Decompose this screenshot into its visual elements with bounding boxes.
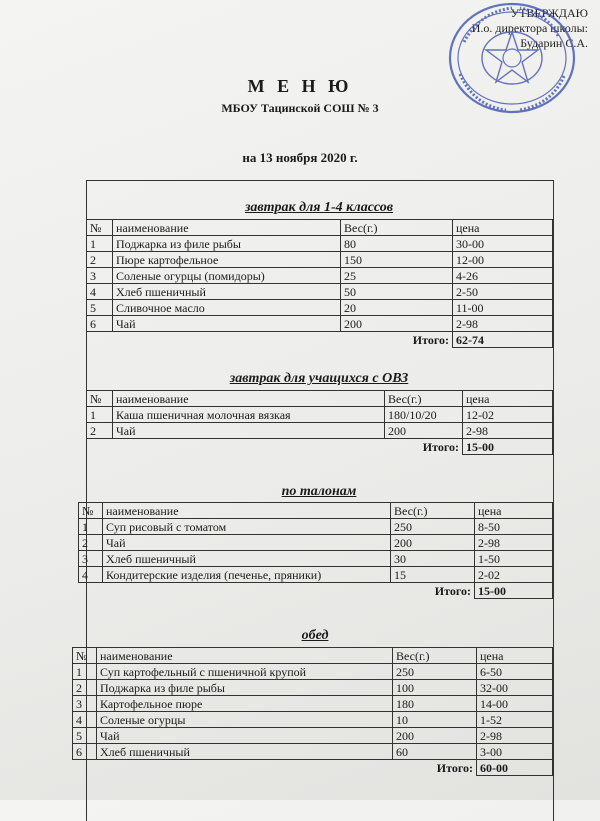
page-title: М Е Н Ю	[247, 76, 353, 96]
approval-signer: Бударин С.А.	[520, 36, 588, 50]
row-price: 1-52	[477, 712, 553, 728]
row-num: 3	[79, 551, 103, 567]
total-label: Итого:	[434, 583, 471, 598]
row-price: 1-50	[475, 551, 553, 567]
row-weight: 30	[391, 551, 475, 567]
table-breakfast-1-4	[86, 219, 553, 348]
total-label: Итого:	[436, 760, 473, 775]
row-name: Хлеб пшеничный	[113, 284, 341, 300]
row-weight: 200	[385, 423, 463, 439]
table-header-row	[87, 391, 553, 407]
row-num: 6	[73, 744, 97, 760]
row-weight: 150	[341, 252, 453, 268]
row-price: 12-00	[453, 252, 553, 268]
row-weight: 200	[391, 535, 475, 551]
row-price: 2-98	[477, 728, 553, 744]
row-weight: 100	[393, 680, 477, 696]
row-num: 1	[79, 519, 103, 535]
row-name: Соленые огурцы	[97, 712, 393, 728]
row-num: 5	[73, 728, 97, 744]
row-weight: 200	[393, 728, 477, 744]
section-title-breakfast-ovz: завтрак для учащихся с ОВЗ	[229, 371, 409, 386]
row-num: 2	[87, 423, 113, 439]
table-row	[79, 551, 553, 567]
row-name: Чай	[113, 423, 385, 439]
row-price: 2-02	[475, 567, 553, 583]
section-title-coupons: по талонам	[281, 484, 357, 499]
row-num: 4	[79, 567, 103, 583]
row-num: 3	[73, 696, 97, 712]
total-row	[73, 760, 553, 776]
table-row	[87, 268, 553, 284]
header-num: №	[87, 391, 113, 407]
total-value: 15-00	[475, 583, 553, 599]
table-row	[87, 423, 553, 439]
header-weight: Вес(г.)	[393, 648, 477, 664]
row-num: 4	[87, 284, 113, 300]
header-name: наименование	[97, 648, 393, 664]
header-name: наименование	[113, 220, 341, 236]
table-row	[73, 696, 553, 712]
header-num: №	[73, 648, 97, 664]
row-price: 3-00	[477, 744, 553, 760]
row-name: Кондитерские изделия (печенье, пряники)	[103, 567, 391, 583]
row-weight: 10	[393, 712, 477, 728]
table-lunch	[72, 647, 553, 776]
table-row	[87, 300, 553, 316]
row-name: Поджарка из филе рыбы	[113, 236, 341, 252]
total-value: 62-74	[453, 332, 553, 348]
row-price: 6-50	[477, 664, 553, 680]
header-weight: Вес(г.)	[391, 503, 475, 519]
table-row	[73, 680, 553, 696]
row-price: 8-50	[475, 519, 553, 535]
row-num: 4	[73, 712, 97, 728]
row-price: 2-98	[453, 316, 553, 332]
total-value: 60-00	[477, 760, 553, 776]
school-name: МБОУ Тацинской СОШ № 3	[221, 101, 379, 115]
table-coupons	[78, 502, 553, 599]
menu-date: на 13 ноября 2020 г.	[242, 150, 358, 165]
table-row	[87, 407, 553, 423]
row-num: 5	[87, 300, 113, 316]
row-price: 12-02	[463, 407, 553, 423]
row-name: Чай	[103, 535, 391, 551]
total-row	[79, 583, 553, 599]
table-row	[87, 236, 553, 252]
table-row	[87, 284, 553, 300]
header-price: цена	[453, 220, 553, 236]
section-title-lunch: обед	[301, 628, 329, 643]
row-num: 6	[87, 316, 113, 332]
header-weight: Вес(г.)	[341, 220, 453, 236]
table-row	[79, 535, 553, 551]
row-name: Соленые огурцы (помидоры)	[113, 268, 341, 284]
header-price: цена	[475, 503, 553, 519]
row-name: Хлеб пшеничный	[103, 551, 391, 567]
row-price: 2-50	[453, 284, 553, 300]
table-row	[87, 316, 553, 332]
row-num: 1	[87, 407, 113, 423]
row-weight: 250	[393, 664, 477, 680]
header-price: цена	[463, 391, 553, 407]
row-weight: 25	[341, 268, 453, 284]
table-row	[87, 252, 553, 268]
row-name: Сливочное масло	[113, 300, 341, 316]
row-weight: 180/10/20	[385, 407, 463, 423]
table-row	[73, 664, 553, 680]
row-name: Чай	[97, 728, 393, 744]
table-header-row	[79, 503, 553, 519]
total-row	[87, 332, 553, 348]
total-row	[87, 439, 553, 455]
row-name: Суп рисовый с томатом	[103, 519, 391, 535]
row-weight: 60	[393, 744, 477, 760]
row-name: Хлеб пшеничный	[97, 744, 393, 760]
header-num: №	[79, 503, 103, 519]
row-num: 2	[87, 252, 113, 268]
row-price: 11-00	[453, 300, 553, 316]
row-num: 3	[87, 268, 113, 284]
row-name: Картофельное пюре	[97, 696, 393, 712]
total-label: Итого:	[422, 439, 459, 454]
row-price: 32-00	[477, 680, 553, 696]
row-num: 1	[73, 664, 97, 680]
row-price: 2-98	[463, 423, 553, 439]
row-name: Суп картофельный с пшеничной крупой	[97, 664, 393, 680]
row-name: Чай	[113, 316, 341, 332]
row-price: 2-98	[475, 535, 553, 551]
section-title-breakfast-1-4: завтрак для 1-4 классов	[244, 200, 394, 215]
row-weight: 250	[391, 519, 475, 535]
row-price: 30-00	[453, 236, 553, 252]
header-name: наименование	[113, 391, 385, 407]
row-name: Поджарка из филе рыбы	[97, 680, 393, 696]
header-price: цена	[477, 648, 553, 664]
header-weight: Вес(г.)	[385, 391, 463, 407]
header-name: наименование	[103, 503, 391, 519]
row-num: 2	[73, 680, 97, 696]
table-row	[73, 728, 553, 744]
table-header-row	[87, 220, 553, 236]
header-num: №	[87, 220, 113, 236]
total-value: 15-00	[463, 439, 553, 455]
row-weight: 80	[341, 236, 453, 252]
row-num: 2	[79, 535, 103, 551]
table-row	[79, 567, 553, 583]
table-header-row	[73, 648, 553, 664]
row-price: 4-26	[453, 268, 553, 284]
approval-position: И.о. директора школы:	[471, 21, 588, 35]
row-weight: 50	[341, 284, 453, 300]
row-weight: 20	[341, 300, 453, 316]
row-weight: 200	[341, 316, 453, 332]
row-price: 14-00	[477, 696, 553, 712]
table-breakfast-ovz	[86, 390, 553, 455]
total-label: Итого:	[412, 332, 449, 347]
row-name: Каша пшеничная молочная вязкая	[113, 407, 385, 423]
table-row	[73, 712, 553, 728]
row-name: Пюре картофельное	[113, 252, 341, 268]
approval-title: УТВЕРЖДАЮ	[510, 6, 588, 20]
row-num: 1	[87, 236, 113, 252]
table-row	[79, 519, 553, 535]
row-weight: 180	[393, 696, 477, 712]
row-weight: 15	[391, 567, 475, 583]
table-row	[73, 744, 553, 760]
